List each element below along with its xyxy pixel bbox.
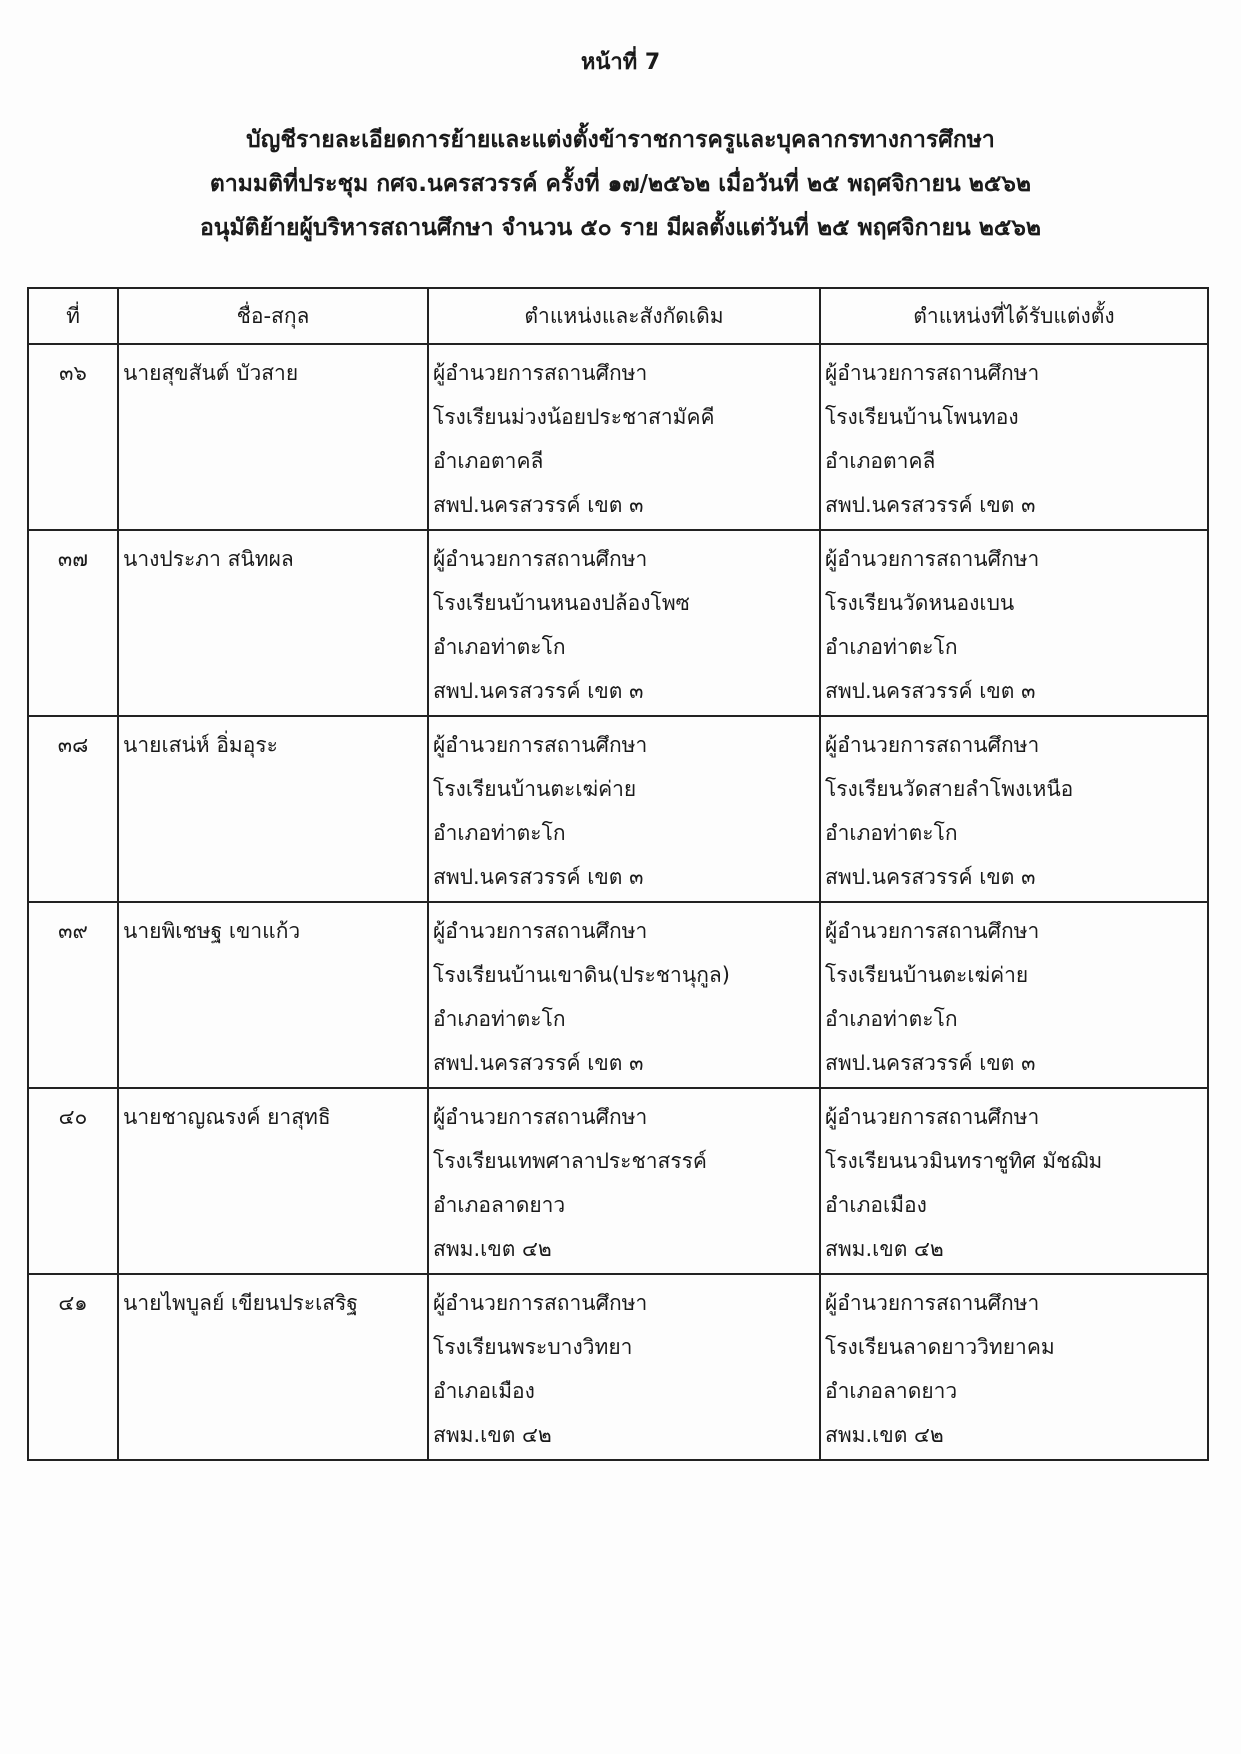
row-appointed-position — [820, 530, 1208, 716]
original-title: ผู้อำนวยการสถานศึกษา — [433, 1105, 648, 1129]
header-approval: อนุมัติย้ายผู้บริหารสถานศึกษา จำนวน ๕๐ ราย มีผลตั้งแต่วันที่ ๒๕ พฤศจิกายน ๒๕๖๒ — [199, 215, 1042, 241]
row-num-text: ๔๐ — [58, 1105, 88, 1129]
original-district: อำเภอลาดยาว — [433, 1193, 566, 1217]
appointed-title: ผู้อำนวยการสถานศึกษา — [825, 919, 1040, 943]
table-row — [28, 1274, 1208, 1460]
row-name — [118, 1088, 428, 1274]
row-original-position — [428, 1088, 820, 1274]
original-district: อำเภอท่าตะโก — [433, 1007, 566, 1031]
original-district: อำเภอท่าตะโก — [433, 821, 566, 845]
appointed-office: สพม.เขต ๔๒ — [825, 1423, 944, 1447]
appointed-title: ผู้อำนวยการสถานศึกษา — [825, 547, 1040, 571]
original-title: ผู้อำนวยการสถานศึกษา — [433, 361, 648, 385]
original-school: โรงเรียนพระบางวิทยา — [433, 1335, 633, 1359]
appointed-district: อำเภอเมือง — [825, 1193, 927, 1217]
row-name-text: นายชาญณรงค์ ยาสุทธิ — [123, 1105, 331, 1129]
appointed-school: โรงเรียนลาดยาววิทยาคม — [825, 1335, 1055, 1359]
original-district: อำเภอท่าตะโก — [433, 635, 566, 659]
row-name — [118, 344, 428, 530]
row-name — [118, 530, 428, 716]
row-original-position — [428, 902, 820, 1088]
original-school: โรงเรียนบ้านเขาดิน(ประชานุกูล) — [433, 963, 730, 987]
table-row — [28, 344, 1208, 530]
row-original-position — [428, 530, 820, 716]
table-body — [28, 344, 1208, 1460]
row-name-text: นายเสน่ห์ อิ่มอุระ — [123, 733, 278, 757]
row-original-position — [428, 344, 820, 530]
header-original-position: ตำแหน่งและสังกัดเดิม — [428, 288, 820, 344]
original-office: สพป.นครสวรรค์ เขต ๓ — [433, 679, 644, 703]
original-title: ผู้อำนวยการสถานศึกษา — [433, 733, 648, 757]
row-appointed-position — [820, 344, 1208, 530]
original-school: โรงเรียนม่วงน้อยประชาสามัคคี — [433, 405, 715, 429]
original-office: สพป.นครสวรรค์ เขต ๓ — [433, 865, 644, 889]
row-original-position — [428, 1274, 820, 1460]
header-num: ที่ — [28, 288, 118, 344]
row-num-text: ๔๑ — [58, 1291, 88, 1315]
row-name-text: นายสุขสันต์ บัวสาย — [123, 361, 299, 385]
original-school: โรงเรียนเทพศาลาประชาสรรค์ — [433, 1149, 707, 1173]
document-header — [0, 118, 1241, 250]
row-appointed-position — [820, 716, 1208, 902]
original-office: สพม.เขต ๔๒ — [433, 1423, 552, 1447]
row-appointed-position — [820, 902, 1208, 1088]
header-appointed-position: ตำแหน่งที่ได้รับแต่งตั้ง — [820, 288, 1208, 344]
row-num — [28, 530, 118, 716]
row-name-text: นายไพบูลย์ เขียนประเสริฐ — [123, 1291, 358, 1315]
original-district: อำเภอตาคลี — [433, 449, 544, 473]
row-num-text: ๓๗ — [57, 547, 89, 571]
header-resolution: ตามมติที่ประชุม กศจ.นครสวรรค์ ครั้งที่ ๑๗/๒๕๖๒ เมื่อวันที่ ๒๕ พฤศจิกายน ๒๕๖๒ — [209, 171, 1032, 197]
row-num-text: ๓๘ — [57, 733, 89, 757]
original-school: โรงเรียนบ้านหนองปล้องโพซ — [433, 591, 690, 615]
row-num — [28, 716, 118, 902]
appointed-office: สพป.นครสวรรค์ เขต ๓ — [825, 493, 1036, 517]
page-number: หน้าที่ 7 — [580, 50, 661, 75]
row-num-text: ๓๖ — [59, 361, 87, 385]
appointed-district: อำเภอท่าตะโก — [825, 821, 958, 845]
row-num — [28, 1088, 118, 1274]
original-title: ผู้อำนวยการสถานศึกษา — [433, 1291, 648, 1315]
table-row — [28, 1088, 1208, 1274]
original-school: โรงเรียนบ้านตะเฆ่ค่าย — [433, 777, 637, 801]
appointed-title: ผู้อำนวยการสถานศึกษา — [825, 1105, 1040, 1129]
original-office: สพม.เขต ๔๒ — [433, 1237, 552, 1261]
appointed-district: อำเภอท่าตะโก — [825, 1007, 958, 1031]
row-name — [118, 902, 428, 1088]
row-name — [118, 716, 428, 902]
row-num — [28, 1274, 118, 1460]
appointed-office: สพป.นครสวรรค์ เขต ๓ — [825, 1051, 1036, 1075]
row-name — [118, 1274, 428, 1460]
original-district: อำเภอเมือง — [433, 1379, 535, 1403]
row-name-text: นายพิเชษฐ เขาแก้ว — [123, 919, 301, 943]
appointed-title: ผู้อำนวยการสถานศึกษา — [825, 361, 1040, 385]
header-name: ชื่อ-สกุล — [118, 288, 428, 344]
appointed-office: สพม.เขต ๔๒ — [825, 1237, 944, 1261]
table-row — [28, 902, 1208, 1088]
appointed-title: ผู้อำนวยการสถานศึกษา — [825, 733, 1040, 757]
row-name-text: นางประภา สนิทผล — [123, 547, 294, 571]
row-num — [28, 344, 118, 530]
original-title: ผู้อำนวยการสถานศึกษา — [433, 547, 648, 571]
row-num-text: ๓๙ — [58, 919, 88, 943]
appointed-district: อำเภอตาคลี — [825, 449, 936, 473]
original-office: สพป.นครสวรรค์ เขต ๓ — [433, 493, 644, 517]
appointed-school: โรงเรียนวัดสายลำโพงเหนือ — [825, 777, 1074, 801]
row-appointed-position — [820, 1088, 1208, 1274]
header-title: บัญชีรายละเอียดการย้ายและแต่งตั้งข้าราชการครูและบุคลากรทางการศึกษา — [246, 127, 995, 153]
row-num — [28, 902, 118, 1088]
original-title: ผู้อำนวยการสถานศึกษา — [433, 919, 648, 943]
appointed-school: โรงเรียนบ้านโพนทอง — [825, 405, 1019, 429]
table-header-row — [28, 288, 1208, 344]
appointed-office: สพป.นครสวรรค์ เขต ๓ — [825, 679, 1036, 703]
appointed-school: โรงเรียนนวมินทราชูทิศ มัชฌิม — [825, 1149, 1103, 1173]
table-row — [28, 530, 1208, 716]
appointed-title: ผู้อำนวยการสถานศึกษา — [825, 1291, 1040, 1315]
appointed-school: โรงเรียนบ้านตะเฆ่ค่าย — [825, 963, 1029, 987]
table-row — [28, 716, 1208, 902]
appointed-district: อำเภอลาดยาว — [825, 1379, 958, 1403]
original-office: สพป.นครสวรรค์ เขต ๓ — [433, 1051, 644, 1075]
appointed-office: สพป.นครสวรรค์ เขต ๓ — [825, 865, 1036, 889]
appointed-school: โรงเรียนวัดหนองเบน — [825, 591, 1015, 615]
row-appointed-position — [820, 1274, 1208, 1460]
appointed-district: อำเภอท่าตะโก — [825, 635, 958, 659]
row-original-position — [428, 716, 820, 902]
appointment-table — [27, 287, 1209, 1461]
